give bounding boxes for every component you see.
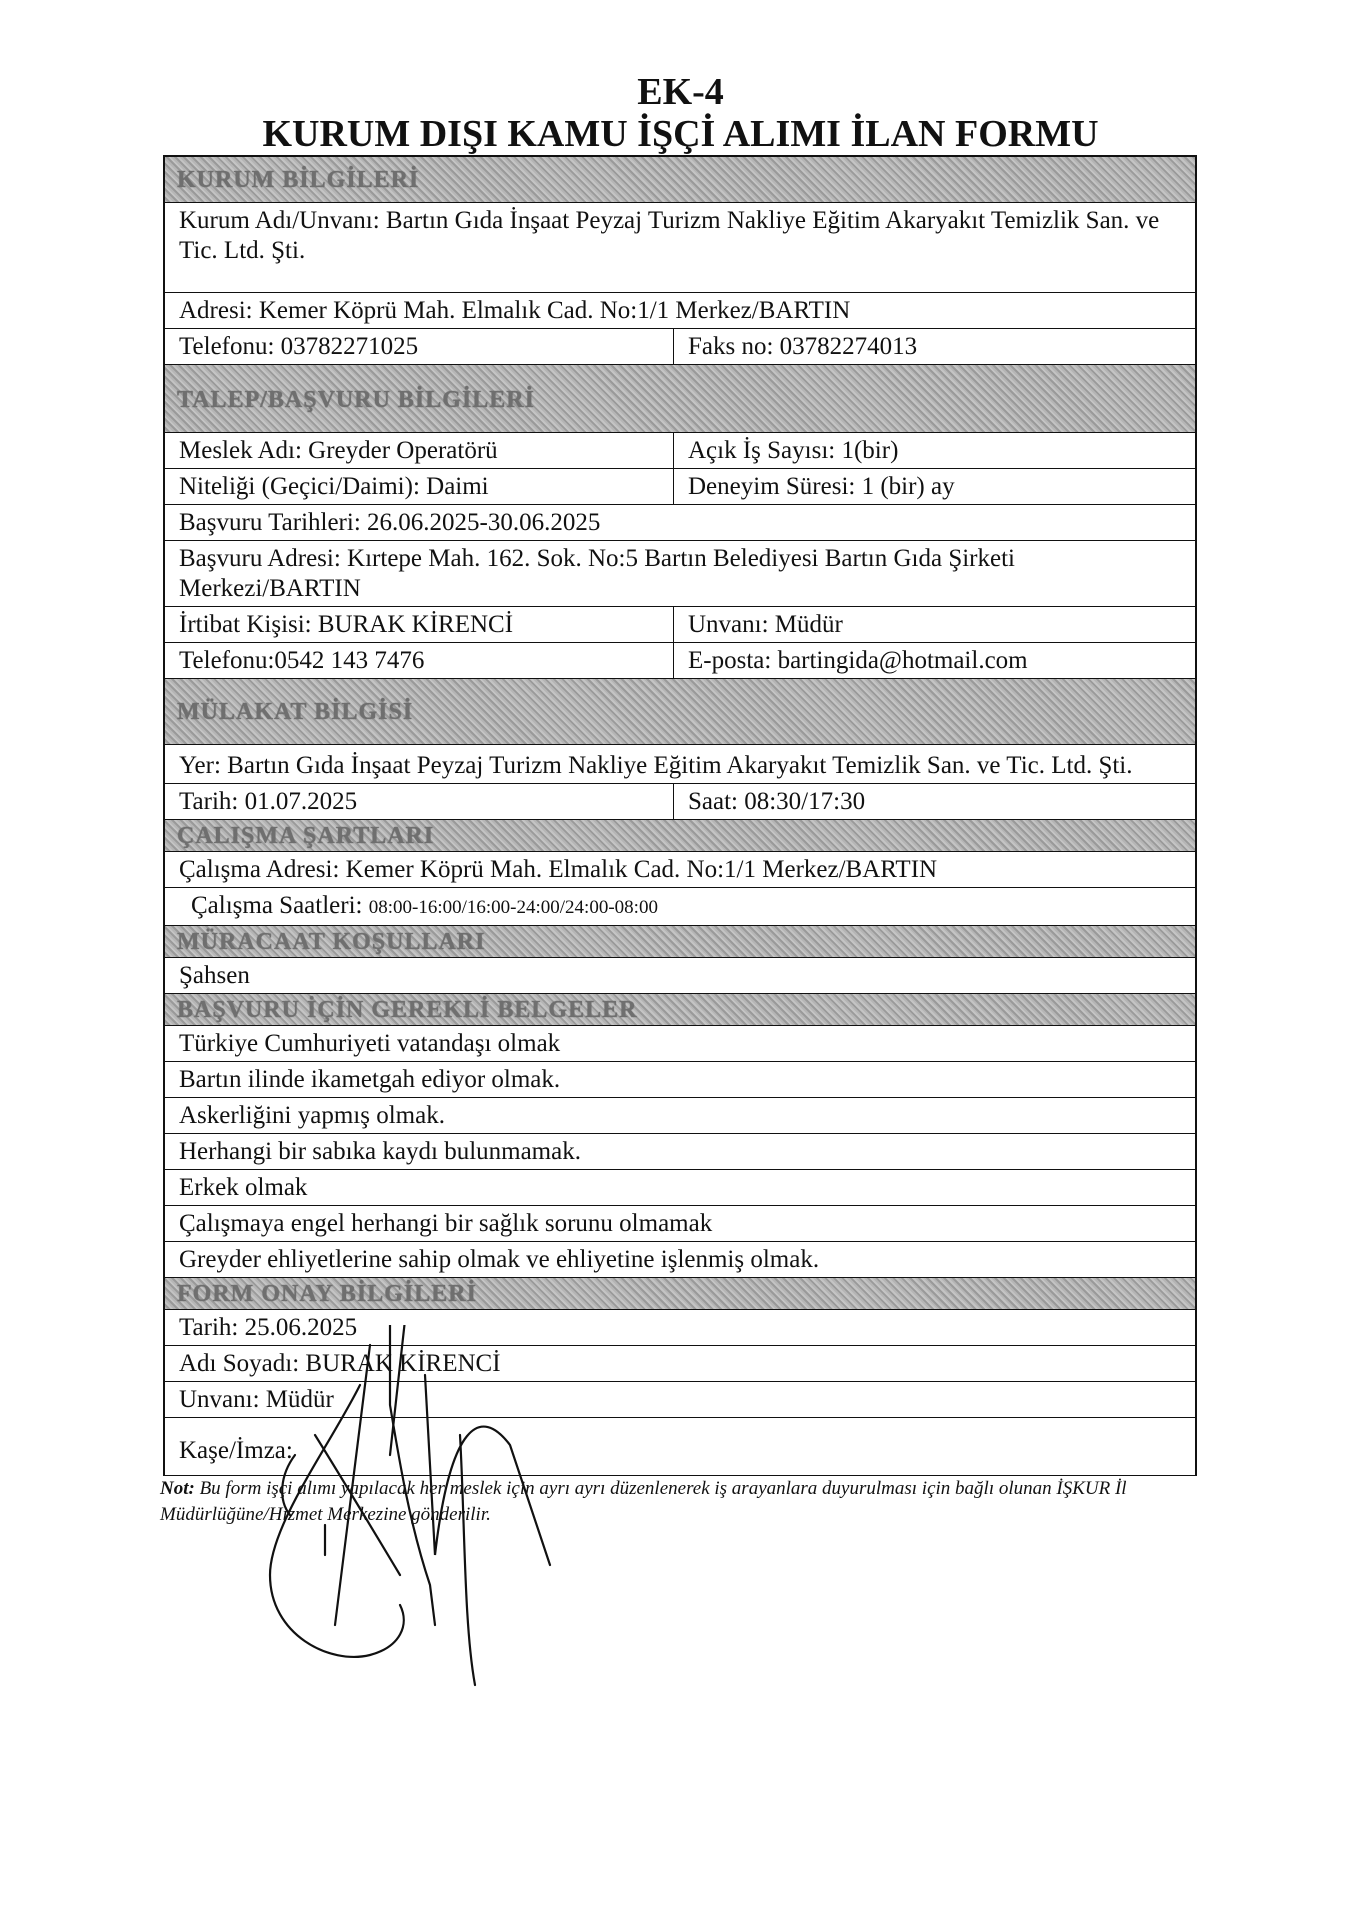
calisma-saatleri-label: Çalışma Saatleri: — [191, 892, 369, 919]
signature-stroke — [425, 1375, 550, 1565]
calisma-saatleri-row — [165, 888, 1195, 926]
footnote-text: Bu form işçi alımı yapılacak her meslek için ayrı ayrı düzenlenerek iş arayanlara duyurulması için bağlı olunan İŞKUR İl Müdürlüğüne/Hizmet Merkezine gönderilir. — [160, 1478, 1127, 1525]
kurum-telefon: Telefonu: 03782271025 — [165, 329, 674, 364]
irtibat-unvani: Unvanı: Müdür — [688, 611, 843, 638]
signature-image — [250, 1325, 580, 1705]
belge-item: Erkek olmak — [179, 1174, 308, 1201]
kurum-adi: Kurum Adı/Unvanı: Bartın Gıda İnşaat Peyzaj Turizm Nakliye Eğitim Akaryakıt Temizlik San. ve Tic. Ltd. Şti. — [179, 207, 1160, 264]
section-talep-label: TALEP/BAŞVURU BİLGİLERİ — [177, 387, 535, 413]
signature-stroke — [315, 1435, 400, 1575]
mulakat-zaman-row — [165, 784, 1195, 820]
calisma-adresi: Çalışma Adresi: Kemer Köprü Mah. Elmalık Cad. No:1/1 Merkez/BARTIN — [179, 856, 938, 883]
basvuru-adresi: Başvuru Adresi: Kırtepe Mah. 162. Sok. No:5 Bartın Belediyesi Bartın Gıda Şirketi Merkezi/BARTIN — [179, 545, 1015, 602]
belge-item: Herhangi bir sabıka kaydı bulunmamak. — [179, 1138, 581, 1165]
basvuru-tarihleri: Başvuru Tarihleri: 26.06.2025-30.06.2025 — [179, 509, 601, 536]
kurum-adres: Adresi: Kemer Köprü Mah. Elmalık Cad. No:1/1 Merkez/BARTIN — [179, 297, 851, 324]
meslek-adi: Meslek Adı: Greyder Operatörü — [165, 433, 674, 468]
belge-row — [165, 1170, 1195, 1206]
kurum-faks: Faks no: 03782274013 — [688, 333, 918, 360]
belge-row — [165, 1026, 1195, 1062]
kurum-adres-row — [165, 293, 1195, 329]
calisma-adresi-row — [165, 852, 1195, 888]
form-title: KURUM DIŞI KAMU İŞÇİ ALIMI İLAN FORMU — [262, 113, 1099, 155]
belge-row — [165, 1062, 1195, 1098]
mulakat-saat: Saat: 08:30/17:30 — [688, 788, 866, 815]
form-code: EK-4 — [637, 71, 724, 113]
section-mulakat — [165, 679, 1195, 745]
signature-stroke — [460, 1435, 475, 1685]
irtibat-eposta: E-posta: bartingida@hotmail.com — [688, 647, 1028, 674]
irtibat-iletisim-row — [165, 643, 1195, 679]
belge-row — [165, 1242, 1195, 1278]
deneyim-suresi: Deneyim Süresi: 1 (bir) ay — [688, 473, 955, 500]
basvuru-tarihleri-row — [165, 505, 1195, 541]
onay-kase: Kaşe/İmza: — [179, 1437, 293, 1464]
section-calisma — [165, 820, 1195, 852]
application-form — [163, 155, 1197, 1476]
onay-tarih: Tarih: 25.06.2025 — [179, 1314, 358, 1341]
belge-item: Türkiye Cumhuriyeti vatandaşı olmak — [179, 1030, 561, 1057]
section-onay-label: FORM ONAY BİLGİLERİ — [177, 1281, 477, 1307]
muracaat-kosul-row — [165, 958, 1195, 994]
kurum-iletisim-row — [165, 329, 1195, 365]
belge-item: Askerliğini yapmış olmak. — [179, 1102, 445, 1129]
acik-is-sayisi: Açık İş Sayısı: 1(bir) — [688, 437, 899, 464]
section-belgeler-label: BAŞVURU İÇİN GEREKLİ BELGELER — [177, 997, 638, 1023]
talep-row-1 — [165, 433, 1195, 469]
section-talep — [165, 365, 1195, 433]
belge-row — [165, 1206, 1195, 1242]
signature-stroke — [335, 1345, 370, 1625]
section-kurum — [165, 157, 1195, 203]
belge-item: Bartın ilinde ikametgah ediyor olmak. — [179, 1066, 561, 1093]
belge-item: Greyder ehliyetlerine sahip olmak ve ehliyetine işlenmiş olmak. — [179, 1246, 820, 1273]
basvuru-adresi-row — [165, 541, 1195, 607]
onay-adi: Adı Soyadı: BURAK KİRENCİ — [179, 1350, 501, 1377]
irtibat-kisisi: İrtibat Kişisi: BURAK KİRENCİ — [165, 607, 674, 642]
section-muracaat-label: MÜRACAAT KOŞULLARI — [177, 929, 486, 955]
muracaat-kosul: Şahsen — [179, 962, 250, 989]
belge-row — [165, 1098, 1195, 1134]
section-muracaat — [165, 926, 1195, 958]
section-belgeler — [165, 994, 1195, 1026]
footnote-label: Not: — [160, 1478, 195, 1499]
signature-stroke — [390, 1325, 405, 1455]
mulakat-yer: Yer: Bartın Gıda İnşaat Peyzaj Turizm Nakliye Eğitim Akaryakıt Temizlik San. ve Tic. Ltd. Şti. — [179, 752, 1133, 779]
calisma-saatleri: 08:00-16:00/16:00-24:00/24:00-08:00 — [368, 897, 658, 918]
kurum-adi-row — [165, 203, 1195, 293]
talep-row-2 — [165, 469, 1195, 505]
onay-unvan: Unvanı: Müdür — [179, 1386, 334, 1413]
belge-row — [165, 1134, 1195, 1170]
section-mulakat-label: MÜLAKAT BİLGİSİ — [177, 699, 414, 725]
section-calisma-label: ÇALIŞMA ŞARTLARI — [177, 823, 435, 849]
niteligi: Niteliği (Geçici/Daimi): Daimi — [165, 469, 674, 504]
belge-item: Çalışmaya engel herhangi bir sağlık sorunu olmamak — [179, 1210, 713, 1237]
section-kurum-label: KURUM BİLGİLERİ — [177, 167, 420, 193]
section-onay — [165, 1278, 1195, 1310]
irtibat-telefonu: Telefonu:0542 143 7476 — [165, 643, 674, 678]
signature-stroke — [390, 1325, 435, 1625]
mulakat-yer-row — [165, 745, 1195, 784]
irtibat-row — [165, 607, 1195, 643]
mulakat-tarih: Tarih: 01.07.2025 — [165, 784, 674, 819]
